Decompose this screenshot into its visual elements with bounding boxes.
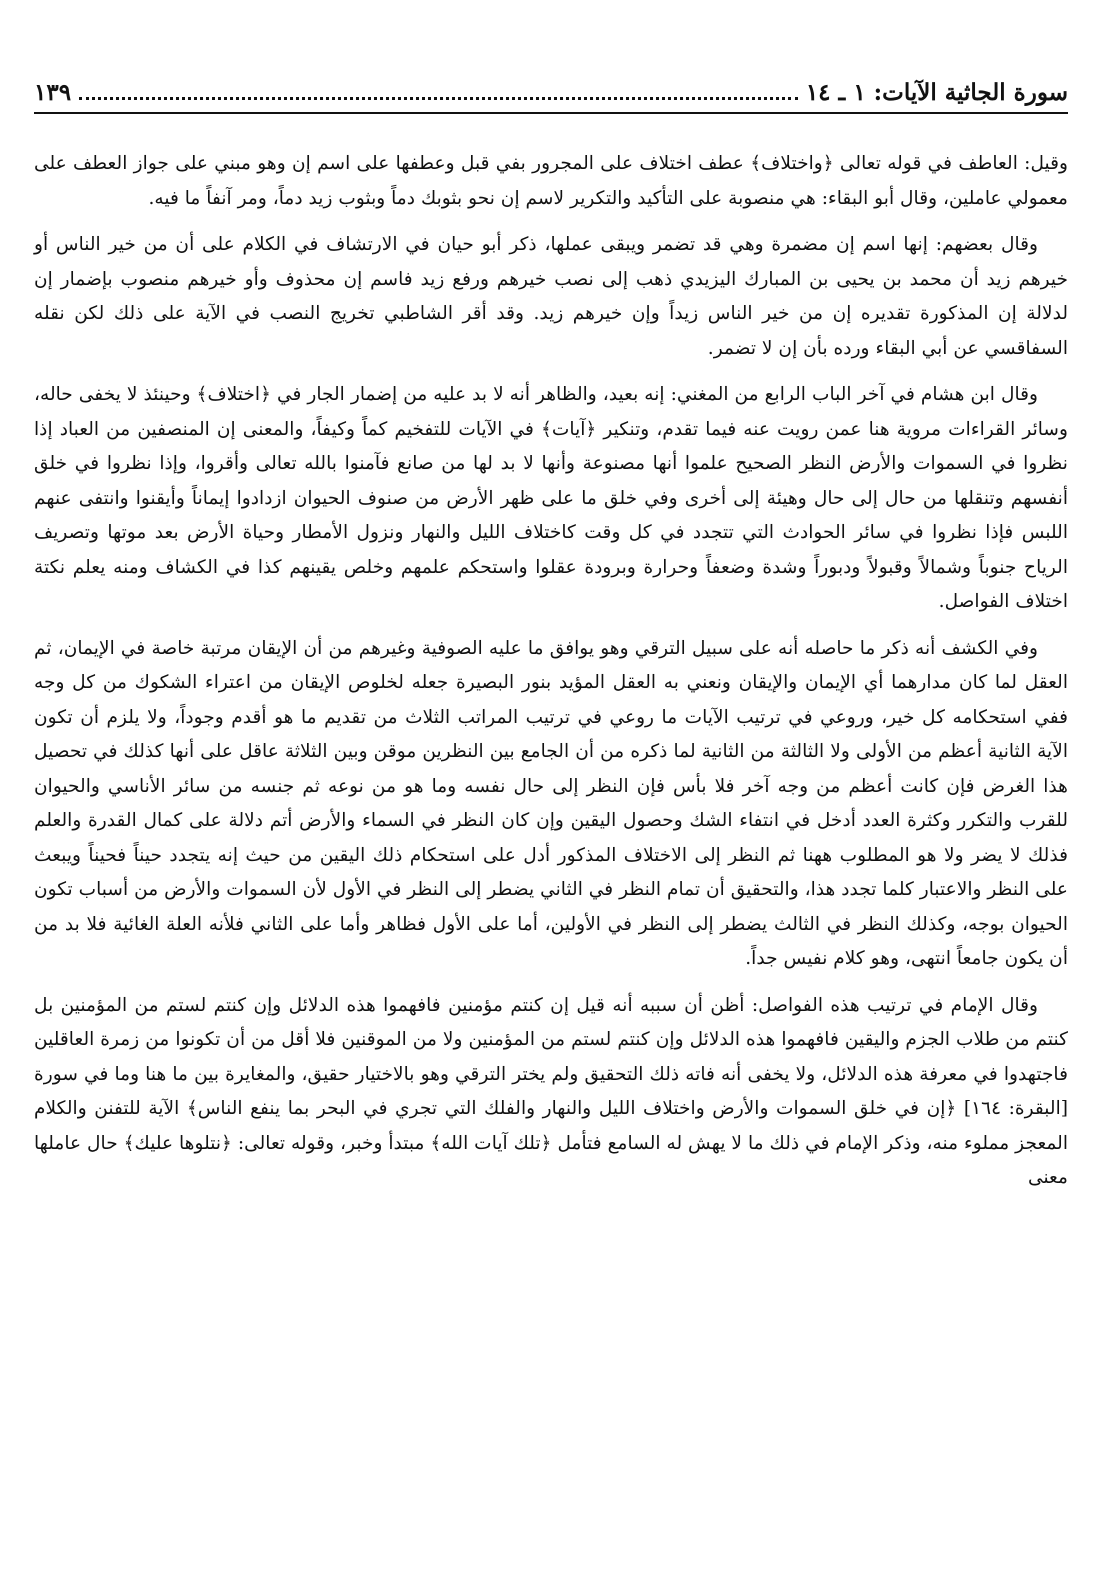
body-text xyxy=(34,147,1068,1196)
paragraph: وقال بعضهم: إنها اسم إن مضمرة وهي قد تضمر ويبقى عملها، ذكر أبو حيان في الارتشاف في الكلام على أن من خير الناس أو خيرهم زيد أن محمد بن يحيى بن المبارك اليزيدي ذهب إلى نصب خيرهم ورفع زيد فاسم إن محذوف وأو خيرهم منصوب بإضمار إن لدلالة إن المذكورة تقديره إن من خير الناس زيداً وإن خيرهم زيد. وقد أقر الشاطبي تخريج النصب في الآية على ذلك لكن نقله السفاقسي عن أبي البقاء ورده بأن إن لا تضمر. xyxy=(34,234,1068,359)
paragraph: وقال ابن هشام في آخر الباب الرابع من المغني: إنه بعيد، والظاهر أنه لا بد عليه من إضمار الجار في ﴿اختلاف﴾ وحينئذ لا يخفى حاله، وسائر القراءات مروية هنا عمن رويت عنه فيما تقدم، وتنكير ﴿آيات﴾ في الآيات للتفخيم كماً وكيفاً، والمعنى إن المنصفين من العباد إذا نظروا في السموات والأرض النظر الصحيح علموا أنها مصنوعة وأنها لا بد لها من صانع فآمنوا بالله تعالى وأقروا، وإذا نظروا في خلق أنفسهم وتنقلها من حال إلى حال وهيئة إلى أخرى وفي خلق ما على ظهر الأرض من صنوف الحيوان ازدادوا إيماناً وأيقنوا وانتفى عنهم اللبس فإذا نظروا في سائر الحوادث التي تتجدد في كل وقت كاختلاف الليل والنهار ونزول الأمطار وحياة الأرض بعد موتها وتصريف الرياح جنوباً وشمالاً وقبولاً ودبوراً وشدة وضعفاً وحرارة وبرودة عقلوا واستحكم علمهم وخلص يقينهم كذا في الكشاف ومنه يعلم نكتة اختلاف الفواصل. xyxy=(34,384,1069,612)
page-number: ١٣٩ xyxy=(34,79,72,106)
paragraph: وقيل: العاطف في قوله تعالى ﴿واختلاف﴾ عطف اختلاف على المجرور بفي قبل وعطفها على اسم إن وهو مبني على جواز العطف على معمولي عاملين، وقال أبو البقاء: هي منصوبة على التأكيد والتكرير لاسم إن نحو بثوبك دماً وبثوب زيد دماً، ومر آنفاً ما فيه. xyxy=(34,153,1068,209)
running-header xyxy=(34,78,1068,114)
paragraph: وفي الكشف أنه ذكر ما حاصله أنه على سبيل الترقي وهو يوافق ما عليه الصوفية وغيرهم من أن الإيقان مرتبة خاصة في الإيمان، ثم العقل لما كان مدارهما أي الإيمان والإيقان ونعني به العقل المؤيد بنور البصيرة جعله لخلوص الإيقان من اعتراء الشكوك من كل وجه ففي استحكامه كل خير، وروعي في ترتيب الآيات ما روعي في ترتيب المراتب الثلاث من تقديم ما هو أقدم وجوداً، ولا يلزم أن تكون الآية الثانية أعظم من الأولى ولا الثالثة من الثانية لما ذكره من أن الجامع بين النظرين موقن وبين الثلاثة عاقل على أنها كذلك في تحصيل هذا الغرض فإن كانت أعظم من وجه آخر فلا بأس فإن النظر إلى حال نفسه وما هو من نوعه ثم جنسه من سائر الأناسي والحيوان للقرب والتكرر وكثرة العدد أدخل في انتفاء الشك وحصول اليقين وإن كان النظر في السماء والأرض أتم دلالة على كمال القدرة والعلم فذلك لا يضر ولا هو المطلوب ههنا ثم النظر إلى الاختلاف المذكور أدل على استحكام ذلك اليقين من حيث إنه يتجدد حيناً فحيناً ويبعث على النظر والاعتبار كلما تجدد هذا، والتحقيق أن تمام النظر في الثاني يضطر إلى النظر في الأول لأن السموات والأرض من أسباب تكون الحيوان بوجه، وكذلك النظر في الثالث يضطر إلى النظر في الأولين، أما على الأول فظاهر وأما على الثاني فلأنه العلة الغائية فلا بد من أن يكون جامعاً انتهى، وهو كلام نفيس جداً. xyxy=(34,637,1068,969)
paragraph: وقال الإمام في ترتيب هذه الفواصل: أظن أن سببه أنه قيل إن كنتم مؤمنين فافهموا هذه الدلائل وإن كنتم لستم من المؤمنين بل كنتم من طلاب الجزم واليقين فافهموا هذه الدلائل وإن كنتم لستم من المؤمنين ولا من الموقنين فلا أقل من أن تكونوا من زمرة العاقلين فاجتهدوا في معرفة هذه الدلائل، ولا يخفى أنه فاته ذلك التحقيق ولم يختر الترقي وهو بالاختيار حقيق، والمغايرة بين ما هنا وما في سورة [البقرة: ١٦٤] ﴿إن في خلق السموات والأرض واختلاف الليل والنهار والفلك التي تجري في البحر بما ينفع الناس﴾ الآية للتفنن والكلام المعجز مملوء منه، وذكر الإمام في ذلك ما لا يهش له السامع فتأمل ﴿تلك آيات الله﴾ مبتدأ وخبر، وقوله تعالى: ﴿نتلوها عليك﴾ حال عاملها معنى xyxy=(34,994,1068,1188)
dot-leader xyxy=(79,97,798,100)
header-title: سورة الجاثية الآيات: ١ ـ ١٤ xyxy=(805,79,1068,106)
